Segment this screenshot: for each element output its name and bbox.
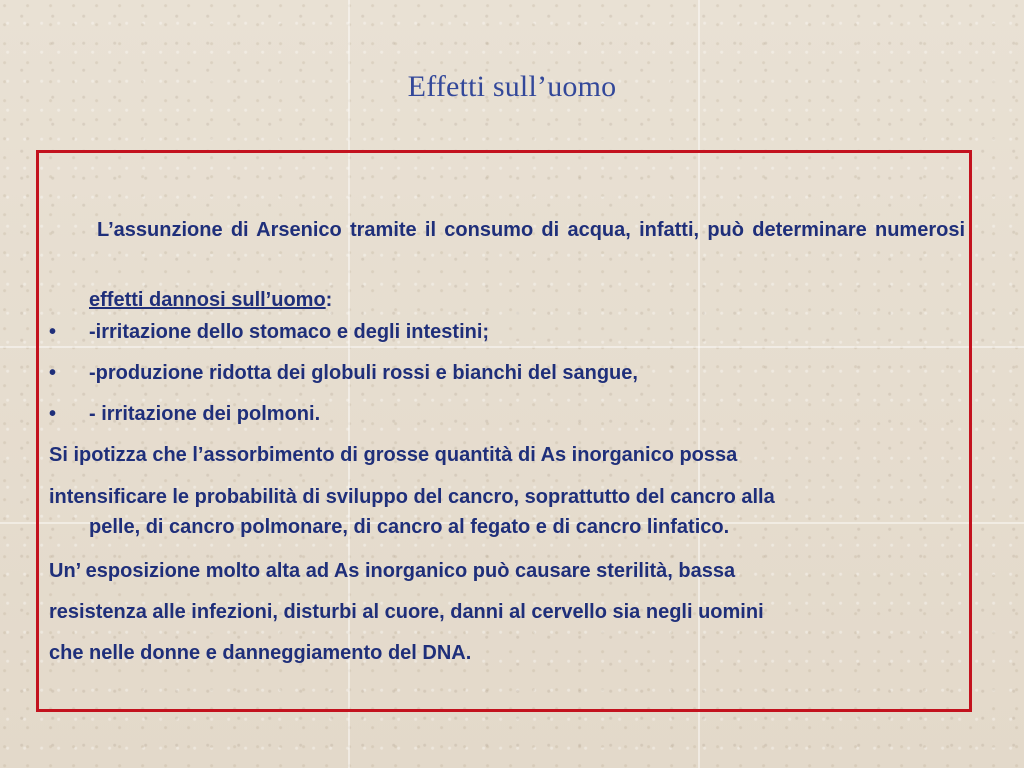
bullet-icon: • [49, 362, 57, 384]
bullet-text: -irritazione dello stomaco e degli intestini; [89, 321, 490, 343]
paragraph-line: che nelle donne e danneggiamento del DNA. [49, 642, 472, 664]
intro-underlined-text: effetti dannosi sull’uomo [89, 289, 326, 311]
bullet-text: -produzione ridotta dei globuli rossi e bianchi del sangue, [89, 362, 638, 384]
bullet-icon: • [49, 321, 57, 343]
content-box [36, 150, 972, 712]
paragraph-line: Si ipotizza che l’assorbimento di grosse quantità di As inorganico possa [49, 444, 738, 466]
paragraph-line: pelle, di cancro polmonare, di cancro al fegato e di cancro linfatico. [89, 516, 730, 538]
paragraph-line: Un’ esposizione molto alta ad As inorganico può causare sterilità, bassa [49, 560, 736, 582]
paragraph-line: intensificare le probabilità di sviluppo del cancro, soprattutto del cancro alla [49, 486, 775, 508]
slide-title: Effetti sull’uomo [407, 70, 617, 103]
intro-text: L’assunzione di Arsenico tramite il consumo di acqua, infatti, può determinare numerosi [97, 219, 965, 241]
intro-colon: : [325, 289, 333, 311]
paragraph-line: resistenza alle infezioni, disturbi al cuore, danni al cervello sia negli uomini [49, 601, 764, 623]
paragraph-cancer [49, 482, 959, 542]
bullet-icon: • [49, 403, 57, 425]
bullet-text: - irritazione dei polmoni. [89, 403, 321, 425]
intro-paragraph [89, 195, 965, 335]
